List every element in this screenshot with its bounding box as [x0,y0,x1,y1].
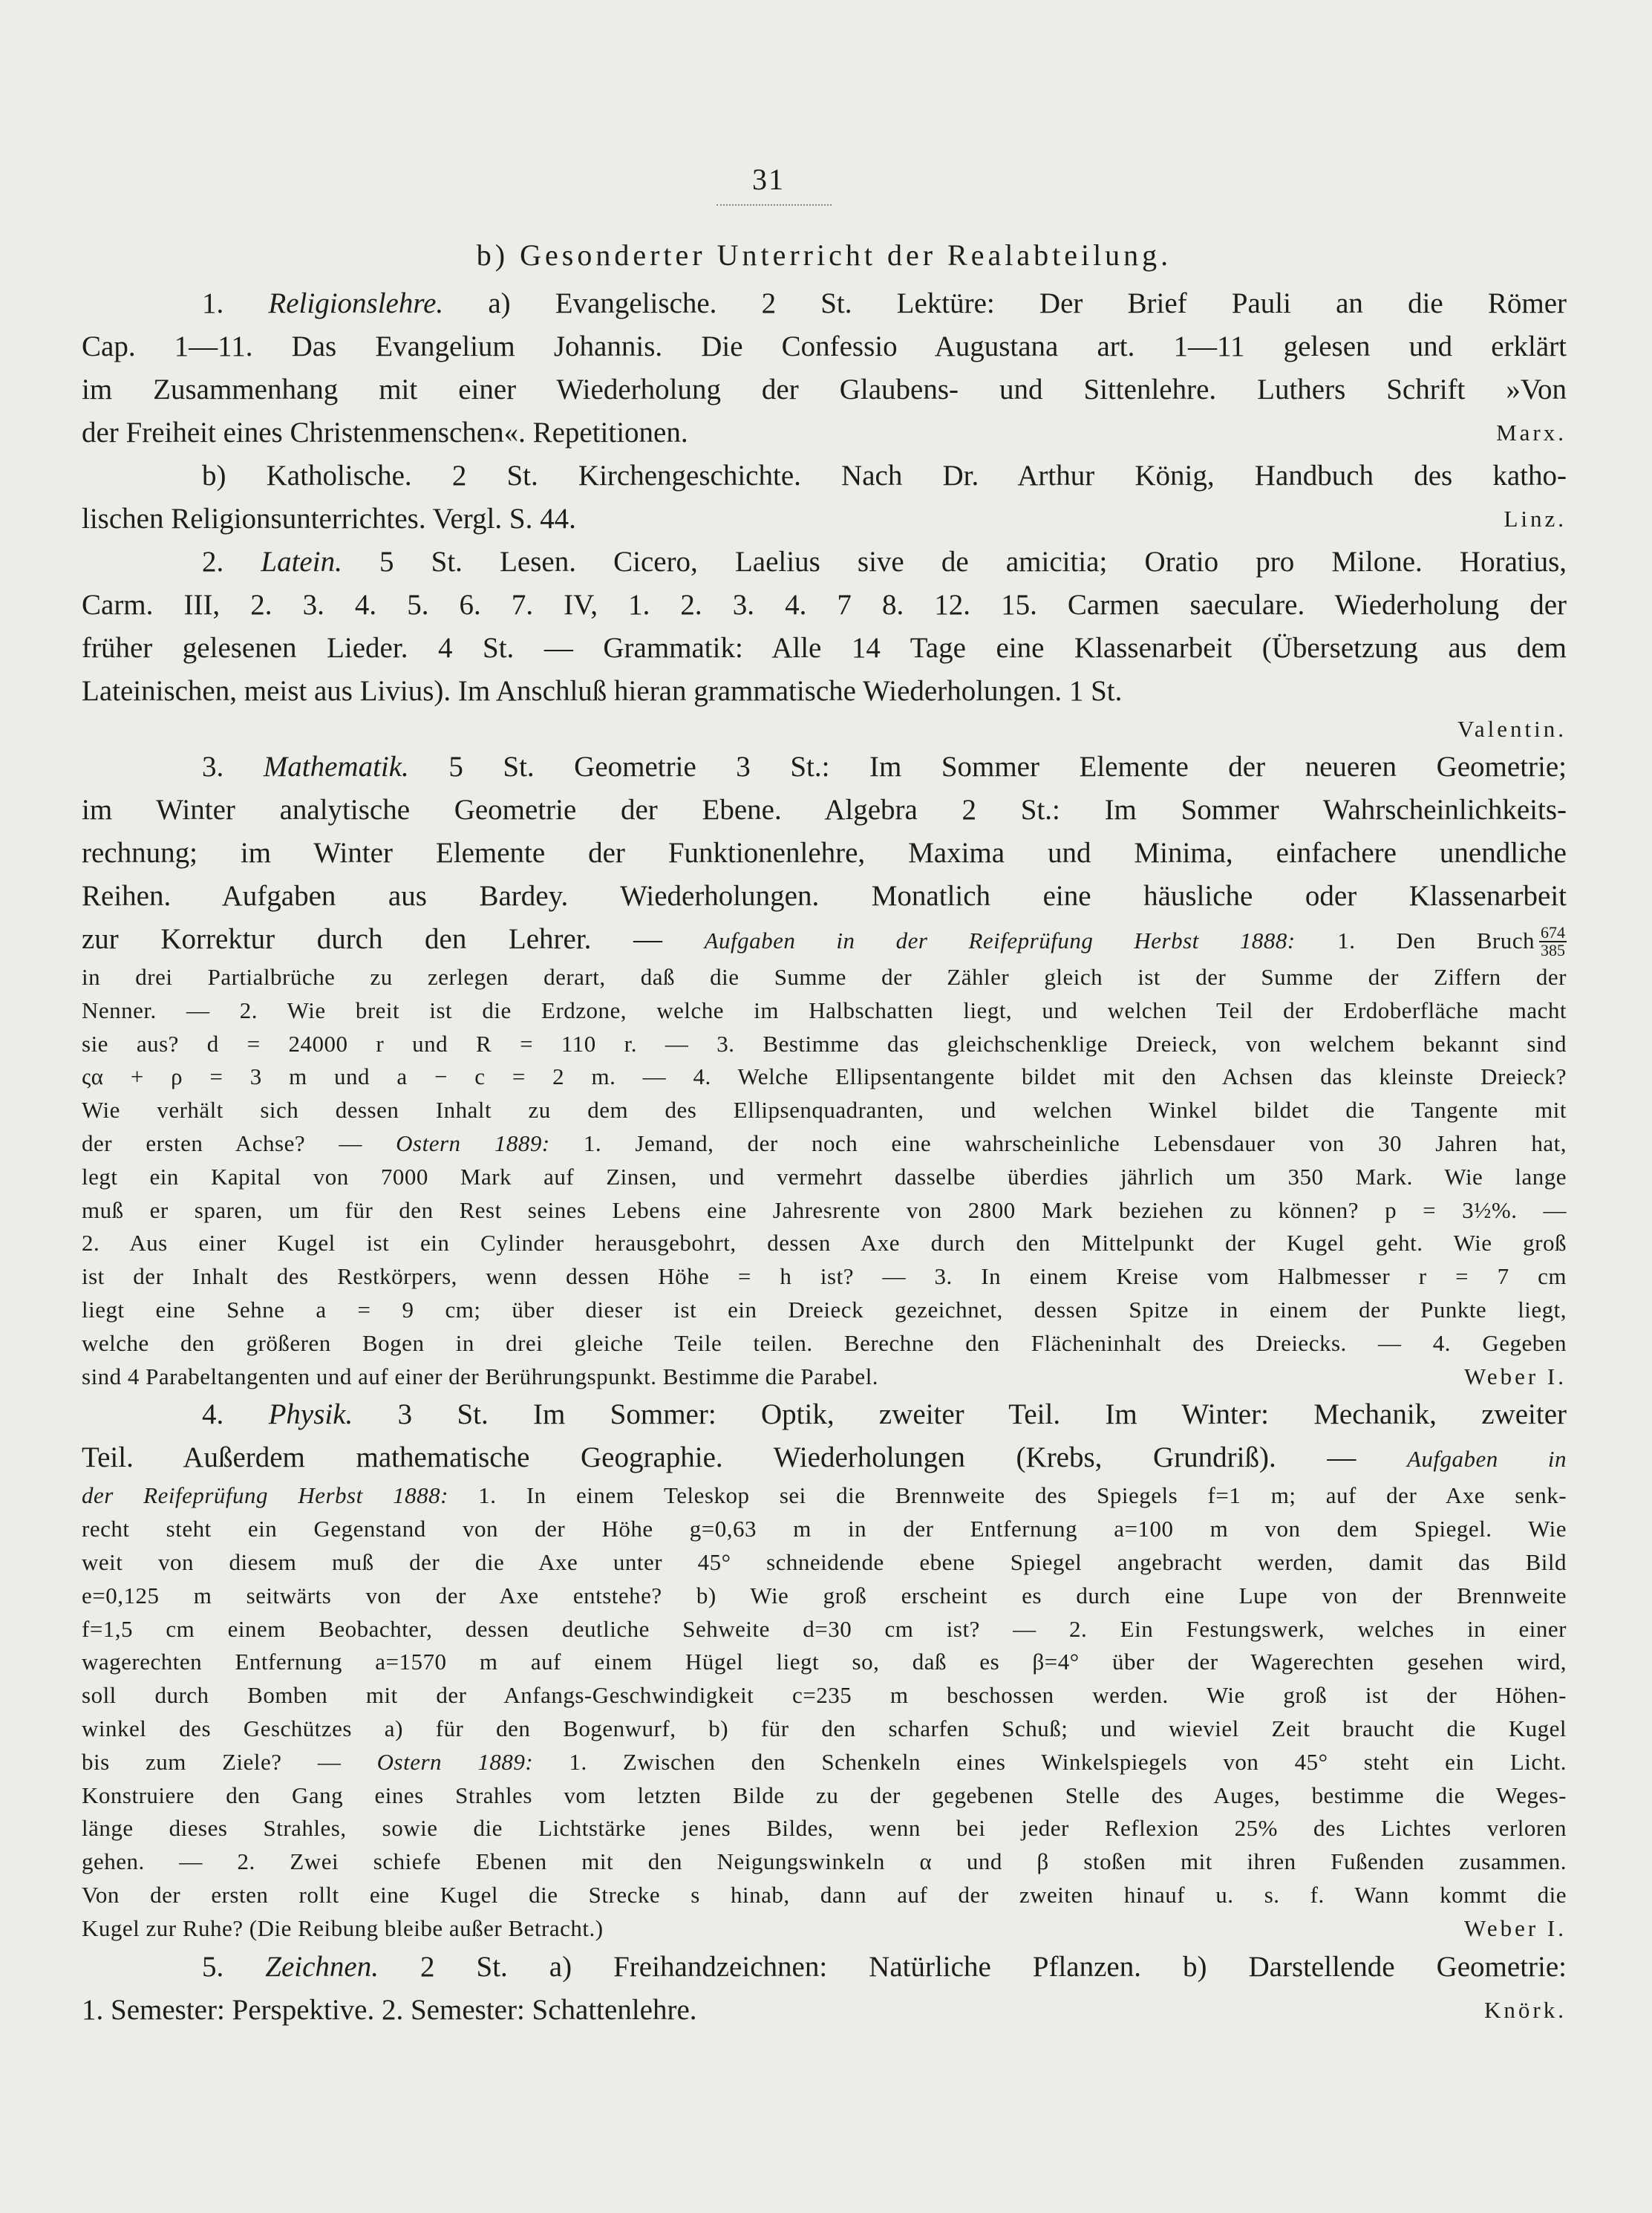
text-line: früher gelesenen Lieder. 4 St. — Grammatik: Alle 14 Tage eine Klassenarbeit (Übersetzung aus dem [82,632,1567,664]
text-line: 1. Religionslehre. a) Evangelische. 2 St. Lektüre: Der Brief Pauli an die Römer [202,287,1567,319]
text-line: 2. Aus einer Kugel ist ein Cylinder herausgebohrt, dessen Axe durch den Mittelpunkt der Kugel geht. Wie groß [82,1230,1567,1257]
text-line: muß er sparen, um für den Rest seines Lebens eine Jahresrente von 2800 Mark beziehen zu können? p = 3½%. — [82,1196,1567,1223]
text-line: soll durch Bomben mit der Anfangs-Geschwindigkeit c=235 m beschossen werden. Wie groß ist der Höhen- [82,1682,1567,1709]
text-line: ςα + ρ = 3 m und a − c = 2 m. — 4. Welche Ellipsentangente bildet mit den Achsen das kleinste Dreieck? [82,1063,1567,1090]
text-line: e=0,125 m seitwärts von der Axe entstehe? b) Wie groß erscheint es durch eine Lupe von der Brennweite [82,1582,1567,1609]
text-line: im Zusammenhang mit einer Wiederholung der Glaubens- und Sittenlehre. Luthers Schrift »Von [82,374,1567,405]
section-religion [82,282,1567,541]
text-line: der Reifeprüfung Herbst 1888: 1. In einem Teleskop sei die Brennweite des Spiegels f=1 m; auf der Axe senk- [82,1482,1567,1509]
section-drawing [82,1946,1567,2032]
text-line: winkel des Geschützes a) für den Bogenwurf, b) für den scharfen Schuß; und wieviel Zeit braucht die Kugel [82,1715,1567,1741]
section-title: Zeichnen. [265,1950,379,1983]
exam-problems [82,961,1567,1393]
text-line: recht steht ein Gegenstand von der Höhe g=0,63 m in der Entfernung a=100 m von dem Spiegel. Wie [82,1516,1567,1542]
text-line: gehen. — 2. Zwei schiefe Ebenen mit den Neigungswinkeln α und β stoßen mit ihren Fußenden zusammen. [82,1848,1567,1875]
text-line: Reihen. Aufgaben aus Bardey. Wiederholungen. Monatlich eine häusliche oder Klassenarbeit [82,880,1567,912]
text-line: Linz. lischen Religionsunterrichtes. Vergl. S. 44. [82,498,1567,541]
text-line: Wie verhält sich dessen Inhalt zu dem des Ellipsenquadranten, und welchen Winkel bildet die Tangente mit [82,1097,1567,1124]
page-number: 31 [752,163,785,196]
text-line: b) Katholische. 2 St. Kirchengeschichte. Nach Dr. Arthur König, Handbuch des katho- [202,460,1567,492]
fraction: $\frac{674}{385}$ [1541,923,1566,960]
text-line: 4. Physik. 3 St. Im Sommer: Optik, zweiter Teil. Im Winter: Mechanik, zweiter [202,1398,1567,1431]
section-latin [82,541,1567,746]
text-line: Carm. III, 2. 3. 4. 5. 6. 7. IV, 1. 2. 3. 4. 7 8. 12. 15. Carmen saeculare. Wiederholung der [82,589,1567,621]
teacher-name: Linz. [1504,506,1567,532]
teacher-name: Knörk. [1484,1996,1567,2023]
text-line: legt ein Kapital von 7000 Mark auf Zinsen, und vermehrt dasselbe überdies jährlich um 350 Mark. Wie lange [82,1163,1567,1190]
text-line: in drei Partialbrüche zu zerlegen derart, daß die Summe der Zähler gleich ist der Summe der Ziffern der [82,964,1567,990]
section-title: Mathematik. [263,751,409,783]
text-line: wagerechten Entfernung a=1570 m auf einem Hügel liegt so, daß es β=4° über der Wagerechten gesehen wird, [82,1649,1567,1675]
document-body [82,282,1567,2032]
section-physics [82,1393,1567,1945]
section-heading: b) Gesonderter Unterricht der Realabteilung. [476,238,1172,272]
teacher-name: Marx. [1496,420,1567,446]
text-line: Weber I. sind 4 Parabeltangenten und auf einer der Berührungspunkt. Bestimme die Parabel. [82,1360,1567,1394]
text-line: 2. Latein. 5 St. Lesen. Cicero, Laelius sive de amicitia; Oratio pro Milone. Horatius, [202,546,1567,578]
text-line: Knörk. 1. Semester: Perspektive. 2. Semester: Schattenlehre. [82,1989,1567,2032]
text-line: Lateinischen, meist aus Livius). Im Anschluß hieran grammatische Wiederholungen. 1 St. [82,675,1123,707]
text-line: im Winter analytische Geometrie der Ebene. Algebra 2 St.: Im Sommer Wahrscheinlichkeits- [82,794,1567,826]
text-line: Von der ersten rollt eine Kugel die Strecke s hinab, dann auf der zweiten hinauf u. s. f. Wann kommt die [82,1881,1567,1908]
text-line: 5. Zeichnen. 2 St. a) Freihandzeichnen: Natürliche Pflanzen. b) Darstellende Geometrie: [202,1950,1567,1983]
text-line: f=1,5 cm einem Beobachter, dessen deutliche Sehweite d=30 cm ist? — 2. Ein Festungswerk, welches in einer [82,1615,1567,1642]
text-line: welche den größeren Bogen in drei gleiche Teile teilen. Berechne den Flächeninhalt des Dreiecks. — 4. Gegeben [82,1329,1567,1356]
teacher-name: Weber I. [1464,1914,1567,1941]
section-mathematics [82,746,1567,1393]
text-line: ist der Inhalt des Restkörpers, wenn dessen Höhe = h ist? — 3. In einem Kreise vom Halbmesser r = 7 cm [82,1263,1567,1290]
text-line: bis zum Ziele? — Ostern 1889: 1. Zwischen den Schenkeln eines Winkelspiegels von 45° steht ein Licht. [82,1748,1567,1775]
text-line: Marx. der Freiheit eines Christenmenschen«. Repetitionen. [82,411,1567,454]
text-line: zur Korrektur durch den Lehrer. — Aufgaben in der Reifeprüfung Herbst 1888: 1. Den Bruch $\frac{674}{385}$ [82,923,1566,960]
text-line: Cap. 1—11. Das Evangelium Johannis. Die Confessio Augustana art. 1—11 gelesen und erklärt [82,330,1567,362]
text-line: der ersten Achse? — Ostern 1889: 1. Jemand, der noch eine wahrscheinliche Lebensdauer von 30 Jahren hat, [82,1130,1567,1156]
text-line: weit von diesem muß der die Axe unter 45° schneidende ebene Spiegel angebracht werden, damit das Bild [82,1548,1567,1575]
exam-problems [82,1479,1567,1945]
text-line: Konstruiere den Gang eines Strahles vom letzten Bilde zu der gegebenen Stelle des Auges, bestimme die Weges- [82,1782,1567,1808]
text-line: Weber I. Kugel zur Ruhe? (Die Reibung bleibe außer Betracht.) [82,1912,1567,1946]
text-line: 3. Mathematik. 5 St. Geometrie 3 St.: Im Sommer Elemente der neueren Geometrie; [202,751,1567,783]
teacher-name: Valentin. [1457,716,1567,742]
text-line: länge dieses Strahles, sowie die Lichtstärke jenes Bildes, wenn bei jeder Reflexion 25% des Lichtes verloren [82,1815,1567,1842]
teacher-name: Weber I. [1464,1363,1567,1389]
text-line: liegt eine Sehne a = 9 cm; über dieser ist ein Dreieck gezeichnet, dessen Spitze in einem der Punkte liegt, [82,1296,1567,1323]
text-line: Teil. Außerdem mathematische Geographie. Wiederholungen (Krebs, Grundriß). — Aufgaben in [82,1441,1567,1474]
text-line: sie aus? d = 24000 r und R = 110 r. — 3. Bestimme das gleichschenklige Dreieck, von welchem bekannt sind [82,1030,1567,1057]
section-title: Religionslehre. [268,287,444,319]
text-line: Nenner. — 2. Wie breit ist die Erdzone, welche im Halbschatten liegt, und welchen Teil der Erdoberfläche macht [82,997,1567,1023]
section-title: Latein. [261,546,342,578]
page-number-rule [716,204,832,206]
section-title: Physik. [268,1398,353,1431]
text-line: rechnung; im Winter Elemente der Funktionenlehre, Maxima und Minima, einfachere unendliche [82,837,1567,869]
